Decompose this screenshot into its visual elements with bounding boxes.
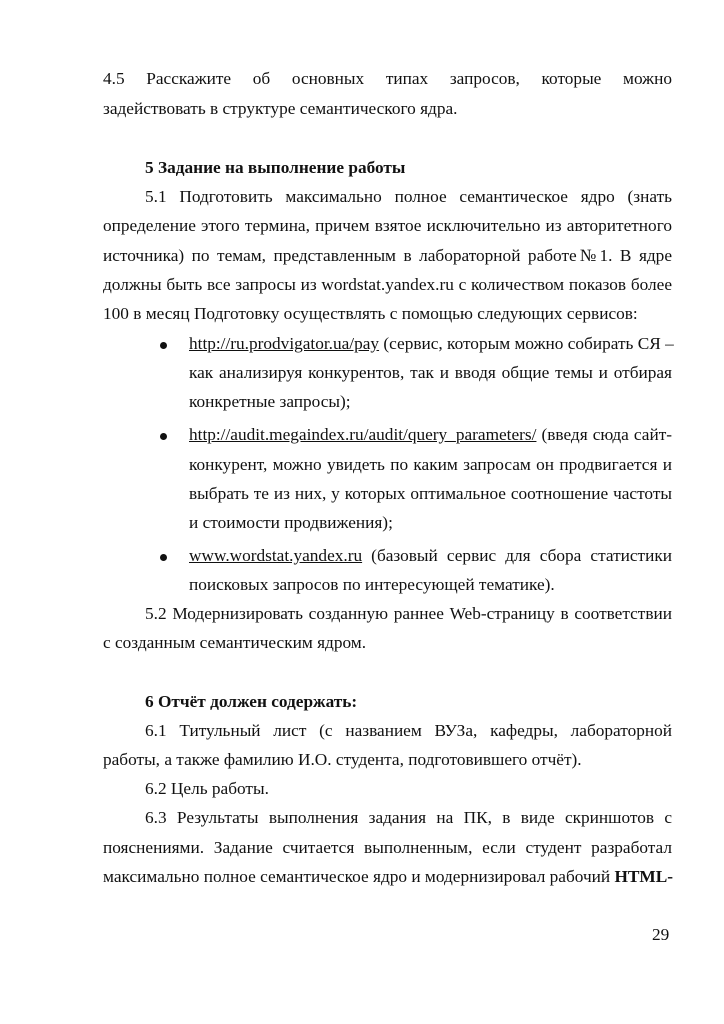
p51-line-3: источника) по темам, представленным в лабораторной работе№1. В ядре [103,246,672,265]
bullet-3-line-1 [189,546,672,566]
p52-line-1: 5.2 Модернизировать созданную раннее Web-страницу в соответствии [145,604,672,623]
prodvigator-link[interactable]: http://ru.prodvigator.ua/pay [189,334,380,353]
bullet-2-line-1 [189,425,672,445]
p63-line-2: пояснениями. Задание считается выполненным, если студент разработал [103,838,672,857]
p61-line-2: работы, а также фамилию И.О. студента, подготовившего отчёт). [103,750,582,769]
section-5-heading: 5 Задание на выполнение работы [145,158,406,177]
bullet-1-line-2: как анализируя конкурентов, так и вводя общие темы и отбирая [189,363,672,382]
bullet-1-line-1-text: (сервис, которым можно собирать СЯ – [379,334,674,353]
wordstat-link[interactable]: www.wordstat.yandex.ru [189,546,363,565]
p51-line-1: 5.1 Подготовить максимально полное семантическое ядро (знать [145,187,672,206]
p51-line-2: определение этого термина, причем взятое исключительно из авторитетного [103,216,672,235]
bullet-1-line-3: конкретные запросы); [189,392,351,411]
p63-line-3 [103,867,672,887]
p63-line-3-text: максимально полное семантическое ядро и модернизировал рабочий [103,867,615,886]
bullet-2-line-3: выбрать те из них, у которых оптимальное соотношение частоты [189,484,672,503]
bullet-2-line-4: и стоимости продвижения); [189,513,393,532]
p52-line-2: с созданным семантическим ядром. [103,633,367,652]
p62-line: 6.2 Цель работы. [145,779,269,798]
bullet-2-line-2: конкурент, можно увидеть по каким запросам он продвигается и [189,455,672,474]
bullet-2-line-1-text: (введя сюда сайт- [536,425,672,444]
section-4-5-line-2: задействовать в структуре семантического ядра. [103,99,458,118]
p63-line-3-bold: HTML- [614,867,674,886]
bullet-1-marker [160,342,167,349]
p61-line-1: 6.1 Титульный лист (с названием ВУЗа, кафедры, лабораторной [145,721,672,740]
bullet-2-marker [160,433,167,440]
megaindex-link[interactable]: http://audit.megaindex.ru/audit/query_parameters/ [189,425,537,444]
p51-line-4: должны быть все запросы из wordstat.yandex.ru с количеством показов более [103,275,672,294]
p63-line-1: 6.3 Результаты выполнения задания на ПК, в виде скриншотов с [145,808,672,827]
bullet-3-line-1-text: (базовый сервис для сбора статистики [362,546,672,565]
bullet-1-line-1 [189,334,672,354]
page-number: 29 [652,925,670,944]
p51-line-5: 100 в месяц Подготовку осуществлять с помощью следующих сервисов: [103,304,638,323]
bullet-3-marker [160,554,167,561]
bullet-3-line-2: поисковых запросов по интересующей тематике). [189,575,555,594]
section-6-heading: 6 Отчёт должен содержать: [145,692,358,711]
section-4-5-line-1: 4.5 Расскажите об основных типах запросов, которые можно [103,69,672,88]
